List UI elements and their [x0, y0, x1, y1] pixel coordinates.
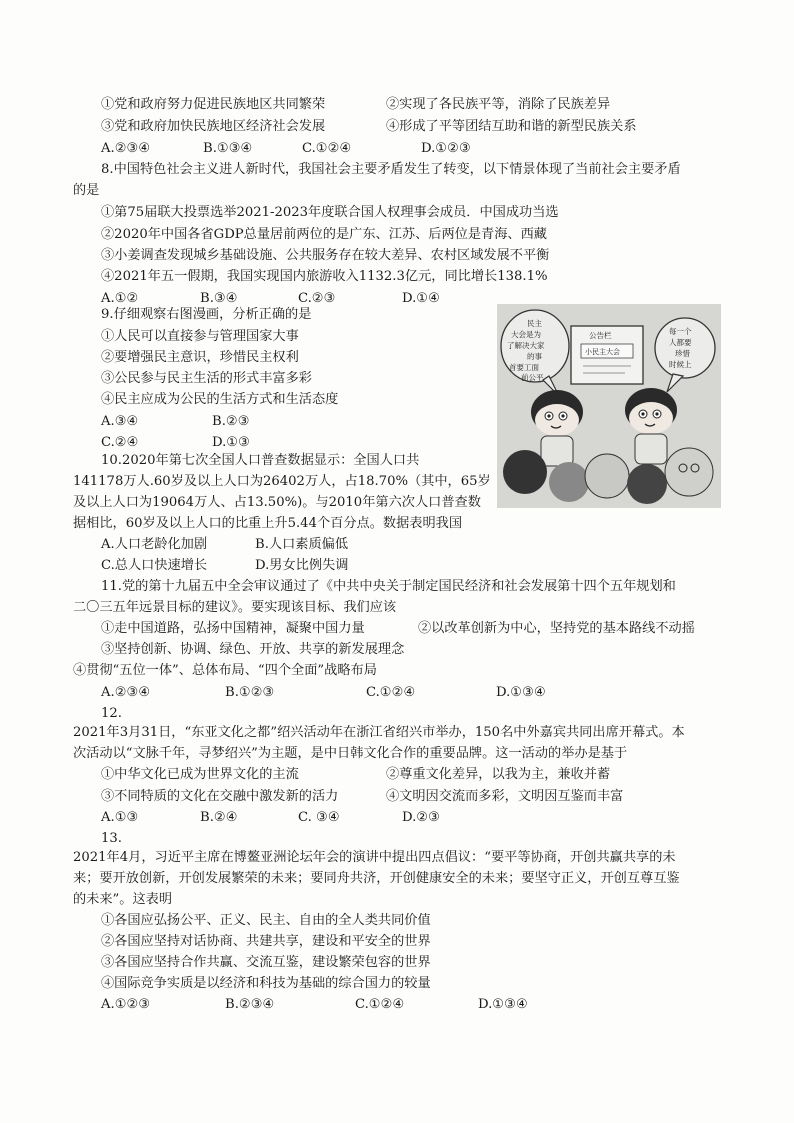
q11-stem-line-2: 二〇三五年远景目标的建议》。要实现该目标、我们应该 — [73, 600, 397, 615]
q10-choice-b: B.人口素质偏低 — [255, 537, 349, 552]
q13-choice-a: A.①②③ — [101, 997, 151, 1012]
q9-choice-b: B.②③ — [212, 414, 250, 429]
q11-option-2: ②以改革创新为中心，坚持党的基本路线不动摇 — [418, 621, 695, 636]
comic-left-bubble-line-6: 前公平 — [521, 373, 544, 382]
q10-stem-line-1: 10.2020年第七次全国人口普查数据显示：全国人口共 — [101, 453, 420, 468]
q11-option-1: ①走中国道路，弘扬中国精神，凝聚中国力量 — [101, 621, 365, 636]
q13-stem-line-2: 来；要开放创新，开创发展繁荣的未来；要同舟共济，开创健康安全的未来；要坚守正义，开创互尊互鉴 — [73, 871, 680, 886]
q11-choice-b: B.①②③ — [225, 685, 275, 700]
q12-choice-b: B.②④ — [200, 810, 238, 825]
q8-stem-line-2: 的是 — [73, 183, 100, 198]
q9-option-1: ①人民可以直接参与管理国家大事 — [101, 329, 299, 344]
q9-choice-c: C.②④ — [101, 435, 139, 450]
q10-stem-line-4: 据相比，60岁及以上人口的比重上升5.44个百分点。数据表明我国 — [73, 516, 463, 531]
q13-choice-d: D.①③④ — [478, 997, 528, 1012]
q13-option-3: ③各国应坚持合作共赢、交流互鉴，建设繁荣包容的世界 — [101, 955, 431, 970]
q13-choice-b: B.②③④ — [225, 997, 275, 1012]
q11-choice-c: C.①②④ — [366, 685, 416, 700]
q8-choice-b: B.③④ — [200, 291, 238, 306]
comic-right-bubble-line-3: 珍惜 — [675, 349, 690, 358]
q7-choice-c: C.①②④ — [302, 141, 352, 156]
comic-right-bubble-line-1: 每一个 — [669, 327, 692, 336]
q10-choice-a: A.人口老龄化加剧 — [101, 537, 208, 552]
q12-choice-a: A.①③ — [101, 810, 139, 825]
q12-choice-d: D.②③ — [402, 810, 440, 825]
q7-option-2: ②实现了各民族平等，消除了民族差异 — [386, 97, 611, 112]
q9-choice-a: A.③④ — [101, 414, 139, 429]
q9-option-4: ④民主应成为公民的生活方式和生活态度 — [101, 392, 339, 407]
q12-option-2: ②尊重文化差异，以我为主，兼收并蓄 — [386, 767, 611, 782]
q8-stem-line-1: 8.中国特色社会主义进人新时代，我国社会主要矛盾发生了转变，以下情景体现了当前社会主要矛盾 — [101, 162, 681, 177]
q13-option-1: ①各国应弘扬公平、正义、民主、自由的全人类共同价值 — [101, 913, 431, 928]
q8-choice-d: D.①④ — [402, 291, 440, 306]
q9-choice-d: D.①③ — [212, 435, 250, 450]
q8-option-2: ②2020年中国各省GDP总量居前两位的是广东、江苏、后两位是青海、西藏 — [101, 227, 547, 242]
q10-stem-line-2: 141178万人.60岁及以上人口为26402万人，占18.70%（其中，65岁 — [73, 474, 491, 489]
q12-option-1: ①中华文化已成为世界文化的主流 — [101, 767, 299, 782]
q8-choice-c: C.②③ — [298, 291, 336, 306]
q7-option-4: ④形成了平等团结互助和谐的新型民族关系 — [386, 119, 637, 134]
q11-choice-d: D.①③④ — [496, 685, 546, 700]
q10-stem-line-3: 及以上人口为19064万人、占13.50%)。与2010年第六次人口普查数 — [73, 495, 481, 510]
q13-option-2: ②各国应坚持对话协商、共建共享，建设和平安全的世界 — [101, 934, 431, 949]
comic-board-text: 小民主大会 — [585, 348, 620, 356]
comic-right-bubble-line-2: 人都要 — [669, 338, 692, 347]
comic-left-bubble-line-4: 的事 — [527, 352, 542, 361]
q13-choice-c: C.①②④ — [355, 997, 405, 1012]
comic-left-bubble-line-1: 民主 — [527, 319, 542, 328]
q13-stem-line-1: 2021年4月，习近平主席在博鳌亚洲论坛年会的演讲中提出四点倡议：“要平等协商，开创共赢共享的未 — [73, 850, 676, 865]
comic-right-bubble-line-4: 时候上 — [669, 360, 692, 369]
q11-choice-a: A.②③④ — [101, 685, 151, 700]
q7-choice-a: A.②③④ — [101, 141, 151, 156]
comic-left-bubble-line-5: 首要工面 — [509, 363, 539, 372]
comic-left-bubble-line-2: 大会是为 — [511, 330, 541, 339]
comic-board-title: 公告栏 — [589, 331, 612, 340]
q9-option-3: ③公民参与民主生活的形式丰富多彩 — [101, 371, 312, 386]
q7-choice-b: B.①③④ — [203, 141, 253, 156]
q12-stem-line-1: 2021年3月31日，“东亚文化之都”绍兴活动年在浙江省绍兴市举办，150名中外嘉宾共同出席开幕式。本 — [73, 725, 685, 740]
q10-choice-c: C.总人口快速增长 — [101, 558, 208, 573]
q8-option-4: ④2021年五一假期，我国实现国内旅游收入1132.3亿元，同比增长138.1% — [101, 269, 548, 284]
q13-option-4: ④国际竞争实质是以经济和科技为基础的综合国力的较量 — [101, 976, 431, 991]
q12-number: 12. — [101, 706, 122, 721]
q7-option-3: ③党和政府加快民族地区经济社会发展 — [101, 119, 326, 134]
q9-stem: 9.仔细观察右图漫画，分析正确的是 — [101, 307, 312, 322]
q8-option-3: ③小姜调查发现城乡基础设施、公共服务存在较大差异、农村区域发展不平衡 — [101, 248, 550, 263]
q7-option-1: ①党和政府努力促进民族地区共同繁荣 — [101, 97, 326, 112]
q12-option-4: ④文明因交流而多彩，文明因互鉴而丰富 — [386, 789, 624, 804]
q12-option-3: ③不同特质的文化在交融中激发新的活力 — [101, 789, 339, 804]
q12-stem-line-2: 次活动以“文脉千年，寻梦绍兴”为主题，是中日韩文化合作的重要品牌。这一活动的举办是基于 — [73, 746, 628, 761]
q9-option-2: ②要增强民主意识，珍惜民主权利 — [101, 350, 299, 365]
q7-choice-d: D.①②③ — [421, 141, 471, 156]
q11-option-3: ③坚持创新、协调、绿色、开放、共享的新发展理念 — [101, 642, 405, 657]
q13-number: 13. — [101, 831, 122, 846]
comic-drawing — [497, 304, 721, 508]
democracy-comic-image — [497, 304, 721, 508]
q13-stem-line-3: 的未来”。这表明 — [73, 892, 173, 907]
q11-option-4: ④贯彻“五位一体”、总体布局、“四个全面”战略布局 — [73, 663, 377, 678]
q8-choice-a: A.①② — [101, 291, 139, 306]
q10-choice-d: D.男女比例失调 — [255, 558, 349, 573]
q8-option-1: ①第75届联大投票选举2021-2023年度联合国人权理事会成员．中国成功当选 — [101, 205, 559, 220]
q11-stem-line-1: 11.党的第十九届五中全会审议通过了《中共中央关于制定国民经济和社会发展第十四个五年规划和 — [101, 579, 676, 594]
q12-choice-c: C. ③④ — [298, 810, 340, 825]
comic-left-bubble-line-3: 了解决大家 — [507, 341, 545, 350]
